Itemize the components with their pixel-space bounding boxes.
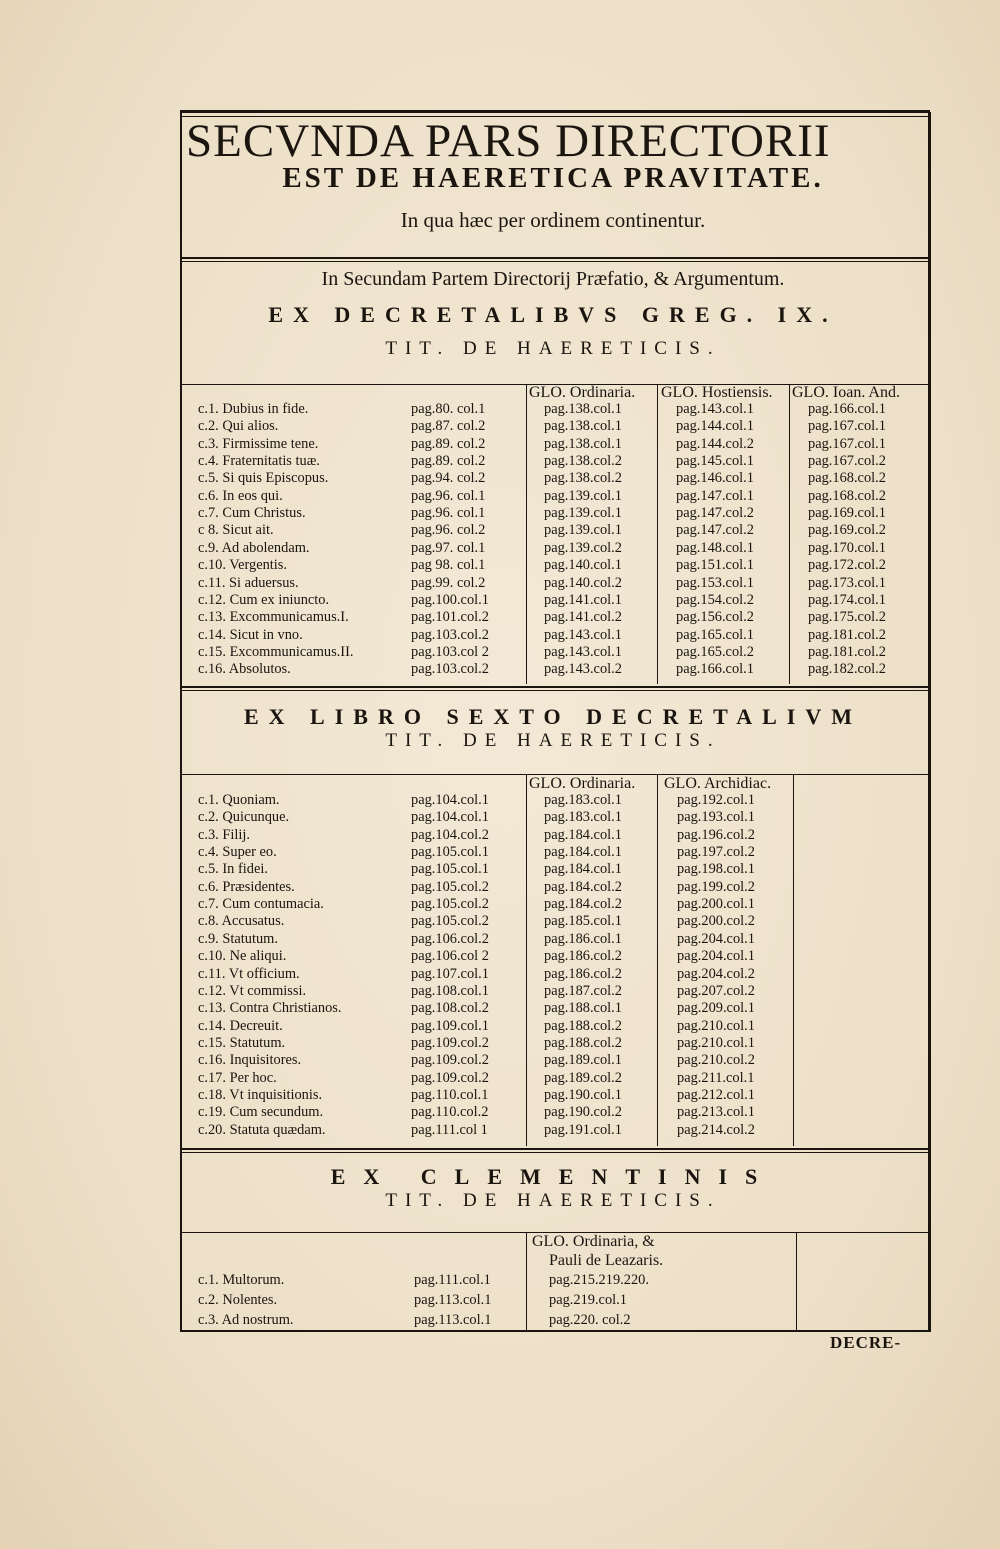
s1-divider-1: [526, 384, 527, 684]
section1-row-12-cell-2: pag.100.col.1: [411, 591, 489, 608]
section1-row-5-cell-1: c.5. Si quis Episcopus.: [198, 470, 329, 487]
section3-row-1-cell-1: c.1. Multorum.: [198, 1272, 285, 1288]
section1-row-15-cell-4: pag.165.col.2: [676, 643, 754, 660]
section1-row-9-cell-1: c.9. Ad abolendam.: [198, 539, 310, 556]
section2-row-15-cell-1: c.15. Statutum.: [198, 1034, 286, 1051]
s2-divider-3: [793, 774, 794, 1146]
section1-row-4-cell-5: pag.167.col.2: [808, 453, 886, 470]
section1-row-4-cell-1: c.4. Fraternitatis tuæ.: [198, 453, 320, 470]
section1-row-13-cell-1: c.13. Excommunicamus.I.: [198, 609, 349, 626]
section2-row-17-cell-3: pag.189.col.2: [544, 1069, 622, 1086]
section2-row-14-cell-3: pag.188.col.2: [544, 1017, 622, 1034]
section2-row-20-cell-2: pag.111.col 1: [411, 1121, 488, 1138]
section1-row-11-cell-3: pag.140.col.2: [544, 574, 622, 591]
section1-row-3-cell-2: pag.89. col.2: [411, 435, 486, 452]
section1-row-14-cell-2: pag.103.col.2: [411, 626, 489, 643]
section3-heading: EX CLEMENTINIS: [330, 1164, 776, 1189]
section2-row-19-cell-1: c.19. Cum secundum.: [198, 1104, 324, 1121]
section2-row-1-cell-1: c.1. Quoniam.: [198, 792, 280, 808]
catchword: DECRE-: [830, 1333, 902, 1352]
section2-row-6-cell-1: c.6. Præsidentes.: [198, 878, 295, 895]
section1-row-13-cell-3: pag.141.col.2: [544, 609, 622, 626]
section3-row-3-cell-1: c.3. Ad nostrum.: [198, 1312, 294, 1328]
section1-row-15-cell-5: pag.181.col.2: [808, 643, 886, 660]
section1-row-1-cell-2: pag.80. col.1: [411, 401, 486, 417]
section2-row-11-cell-1: c.11. Vt officium.: [198, 965, 300, 982]
section2-row-10-cell-1: c.10. Ne aliqui.: [198, 948, 287, 965]
section1-row-3-cell-4: pag.144.col.2: [676, 435, 754, 452]
section2-row-3-cell-3: pag.184.col.1: [544, 826, 622, 843]
section2-row-11-cell-4: pag.204.col.2: [677, 965, 755, 982]
section2-row-13-cell-3: pag.188.col.1: [544, 1000, 622, 1017]
section3-row-3-cell-2: pag.113.col.1: [414, 1312, 492, 1328]
section2-row-16-cell-3: pag.189.col.1: [544, 1052, 622, 1069]
section1-row-14-cell-3: pag.143.col.1: [544, 626, 622, 643]
section2-row-4-cell-3: pag.184.col.1: [544, 844, 622, 861]
s1-col-ordinaria: GLO. Ordinaria.: [529, 384, 636, 401]
section1-row-15-cell-1: c.15. Excommunicamus.II.: [198, 643, 354, 660]
section1-row-10-cell-4: pag.151.col.1: [676, 557, 754, 574]
section2-row-8-cell-1: c.8. Accusatus.: [198, 913, 285, 930]
section1-row-12-cell-1: c.12. Cum ex iniuncto.: [198, 591, 330, 608]
section2-row-9-cell-3: pag.186.col.1: [544, 930, 622, 947]
section2-row-5-cell-3: pag.184.col.1: [544, 861, 622, 878]
section2-row-14-cell-4: pag.210.col.1: [677, 1017, 755, 1034]
section2-row-16-cell-2: pag.109.col.2: [411, 1052, 489, 1069]
section2-row-17-cell-1: c.17. Per hoc.: [198, 1069, 277, 1086]
section1-row-2-cell-4: pag.144.col.1: [676, 418, 754, 435]
section2-tit: TIT. DE HAERETICIS.: [385, 730, 721, 751]
rule-3b: [180, 1152, 928, 1153]
section2-row-10-cell-2: pag.106.col 2: [411, 948, 489, 965]
rule-2b: [180, 690, 928, 691]
section2-row-10-cell-3: pag.186.col.2: [544, 948, 622, 965]
section2-row-18-cell-2: pag.110.col.1: [411, 1086, 489, 1103]
section2-row-8-cell-2: pag.105.col.2: [411, 913, 489, 930]
section2-row-3-cell-1: c.3. Filij.: [198, 826, 250, 843]
s3-divider-2: [796, 1232, 797, 1330]
section1-heading: EX DECRETALIBVS GREG. IX.: [268, 302, 838, 327]
section1-row-7-cell-4: pag.147.col.2: [676, 505, 754, 522]
s2-divider-2: [657, 774, 658, 1146]
section2-row-2-cell-2: pag.104.col.1: [411, 809, 489, 826]
s2-divider-1: [526, 774, 527, 1146]
section2-row-13-cell-1: c.13. Contra Christianos.: [198, 1000, 342, 1017]
section3-row-2-cell-2: pag.113.col.1: [414, 1292, 492, 1308]
section1-row-8-cell-4: pag.147.col.2: [676, 522, 754, 539]
section1-row-6-cell-1: c.6. In eos qui.: [198, 487, 283, 504]
section2-row-14-cell-2: pag.109.col.1: [411, 1017, 489, 1034]
section2-row-14-cell-1: c.14. Decreuit.: [198, 1017, 283, 1034]
section2-row-4-cell-2: pag.105.col.1: [411, 844, 489, 861]
section2-row-5-cell-4: pag.198.col.1: [677, 861, 755, 878]
section1-row-1-cell-3: pag.138.col.1: [544, 401, 622, 417]
section2-row-11-cell-2: pag.107.col.1: [411, 965, 489, 982]
section2-row-15-cell-2: pag.109.col.2: [411, 1034, 489, 1051]
section1-row-2-cell-3: pag.138.col.1: [544, 418, 622, 435]
section2-row-6-cell-4: pag.199.col.2: [677, 878, 755, 895]
section2-row-16-cell-4: pag.210.col.2: [677, 1052, 755, 1069]
section1-row-2-cell-5: pag.167.col.1: [808, 418, 886, 435]
section2-row-8-cell-3: pag.185.col.1: [544, 913, 622, 930]
section1-row-16-cell-5: pag.182.col.2: [808, 661, 886, 678]
section1-row-10-cell-2: pag 98. col.1: [411, 557, 486, 574]
section2-row-9-cell-2: pag.106.col.2: [411, 930, 489, 947]
section1-row-8-cell-2: pag.96. col.2: [411, 522, 486, 539]
section1-row-8-cell-3: pag.139.col.1: [544, 522, 622, 539]
s3-divider-1: [526, 1232, 527, 1330]
section1-row-6-cell-3: pag.139.col.1: [544, 487, 622, 504]
section2-row-20-cell-3: pag.191.col.1: [544, 1121, 622, 1138]
section2-row-17-cell-4: pag.211.col.1: [677, 1069, 755, 1086]
section1-row-5-cell-5: pag.168.col.2: [808, 470, 886, 487]
section3-row-2-cell-3: pag.219.col.1: [549, 1292, 627, 1308]
section2-row-2-cell-1: c.2. Quicunque.: [198, 809, 290, 826]
section2-row-20-cell-1: c.20. Statuta quædam.: [198, 1121, 326, 1138]
section2-row-8-cell-4: pag.200.col.2: [677, 913, 755, 930]
s1-col-ioan-and: GLO. Ioan. And.: [792, 384, 900, 401]
section1-row-10-cell-3: pag.140.col.1: [544, 557, 622, 574]
section1-row-10-cell-1: c.10. Vergentis.: [198, 557, 287, 574]
rule-3: [180, 1148, 928, 1150]
section1-row-7-cell-3: pag.139.col.1: [544, 505, 622, 522]
main-title: SECVNDA PARS DIRECTORII: [186, 115, 831, 167]
section3-tit: TIT. DE HAERETICIS.: [385, 1190, 721, 1211]
section1-row-9-cell-3: pag.139.col.2: [544, 539, 622, 556]
s1-divider-3: [789, 384, 790, 684]
s1-col-hostiensis: GLO. Hostiensis.: [661, 384, 773, 401]
section2-row-7-cell-2: pag.105.col.2: [411, 896, 489, 913]
section2-row-7-cell-3: pag.184.col.2: [544, 896, 622, 913]
section3-row-2-cell-1: c.2. Nolentes.: [198, 1292, 278, 1308]
section2-row-1-cell-4: pag.192.col.1: [677, 792, 755, 808]
section1-row-10-cell-5: pag.172.col.2: [808, 557, 886, 574]
section2-row-7-cell-4: pag.200.col.1: [677, 896, 755, 913]
section2-row-17-cell-2: pag.109.col.2: [411, 1069, 489, 1086]
section1-row-16-cell-4: pag.166.col.1: [676, 661, 754, 678]
section1-row-16-cell-2: pag.103.col.2: [411, 661, 489, 678]
section3-row-3-cell-3: pag.220. col.2: [549, 1312, 631, 1328]
section1-row-4-cell-4: pag.145.col.1: [676, 453, 754, 470]
section2-row-19-cell-2: pag.110.col.2: [411, 1104, 489, 1121]
section2-row-19-cell-4: pag.213.col.1: [677, 1104, 755, 1121]
section2-row-13-cell-2: pag.108.col.2: [411, 1000, 489, 1017]
section1-row-11-cell-4: pag.153.col.1: [676, 574, 754, 591]
section1-row-7-cell-2: pag.96. col.1: [411, 505, 486, 522]
section1-row-11-cell-1: c.11. Si aduersus.: [198, 574, 299, 591]
section1-row-9-cell-5: pag.170.col.1: [808, 539, 886, 556]
section1-row-15-cell-2: pag.103.col 2: [411, 643, 489, 660]
section2-row-19-cell-3: pag.190.col.2: [544, 1104, 622, 1121]
section1-row-14-cell-1: c.14. Sicut in vno.: [198, 626, 303, 643]
section1-row-4-cell-2: pag.89. col.2: [411, 453, 486, 470]
section2-heading: EX LIBRO SEXTO DECRETALIVM: [244, 704, 862, 729]
section1-tit: TIT. DE HAERETICIS.: [385, 338, 721, 359]
section1-row-12-cell-4: pag.154.col.2: [676, 591, 754, 608]
intro-line: In qua hæc per ordinem continentur.: [400, 208, 706, 232]
section2-row-4-cell-1: c.4. Super eo.: [198, 844, 277, 861]
section2-row-6-cell-3: pag.184.col.2: [544, 878, 622, 895]
section1-row-14-cell-4: pag.165.col.1: [676, 626, 754, 643]
section1-row-6-cell-4: pag.147.col.1: [676, 487, 754, 504]
bottom-rule: [180, 1330, 928, 1332]
section1-row-2-cell-2: pag.87. col.2: [411, 418, 486, 435]
s2-col-archidiac: GLO. Archidiac.: [664, 775, 772, 792]
section2-row-5-cell-2: pag.105.col.1: [411, 861, 489, 878]
section1-row-6-cell-5: pag.168.col.2: [808, 487, 886, 504]
section1-row-5-cell-3: pag.138.col.2: [544, 470, 622, 487]
section3-row-1-cell-3: pag.215.219.220.: [549, 1272, 649, 1288]
section1-row-13-cell-2: pag.101.col.2: [411, 609, 489, 626]
section1-row-13-cell-4: pag.156.col.2: [676, 609, 754, 626]
section2-row-13-cell-4: pag.209.col.1: [677, 1000, 755, 1017]
section2-row-1-cell-3: pag.183.col.1: [544, 792, 622, 808]
section1-row-1-cell-5: pag.166.col.1: [808, 401, 886, 417]
section1-row-13-cell-5: pag.175.col.2: [808, 609, 886, 626]
section2-row-12-cell-3: pag.187.col.2: [544, 982, 622, 999]
section2-row-9-cell-1: c.9. Statutum.: [198, 930, 278, 947]
section1-row-14-cell-5: pag.181.col.2: [808, 626, 886, 643]
section1-row-6-cell-2: pag.96. col.1: [411, 487, 486, 504]
section2-row-10-cell-4: pag.204.col.1: [677, 948, 755, 965]
section2-row-20-cell-4: pag.214.col.2: [677, 1121, 755, 1138]
section3-row-1-cell-2: pag.111.col.1: [414, 1272, 491, 1288]
section2-row-15-cell-3: pag.188.col.2: [544, 1034, 622, 1051]
section2-row-2-cell-3: pag.183.col.1: [544, 809, 622, 826]
section2-row-11-cell-3: pag.186.col.2: [544, 965, 622, 982]
section1-row-1-cell-1: c.1. Dubius in fide.: [198, 401, 309, 417]
section1-row-11-cell-5: pag.173.col.1: [808, 574, 886, 591]
section2-row-15-cell-4: pag.210.col.1: [677, 1034, 755, 1051]
section1-row-5-cell-2: pag.94. col.2: [411, 470, 486, 487]
section1-row-9-cell-2: pag.97. col.1: [411, 539, 486, 556]
section1-row-7-cell-5: pag.169.col.1: [808, 505, 886, 522]
s3-col-line2: Pauli de Leazaris.: [549, 1252, 664, 1269]
section1-row-5-cell-4: pag.146.col.1: [676, 470, 754, 487]
section1-row-8-cell-5: pag.169.col.2: [808, 522, 886, 539]
section1-row-11-cell-2: pag.99. col.2: [411, 574, 486, 591]
s3-col-line1: GLO. Ordinaria, &: [532, 1233, 655, 1250]
section1-row-4-cell-3: pag.138.col.2: [544, 453, 622, 470]
section2-row-16-cell-1: c.16. Inquisitores.: [198, 1052, 302, 1069]
section1-row-3-cell-3: pag.138.col.1: [544, 435, 622, 452]
section1-row-3-cell-1: c.3. Firmissime tene.: [198, 435, 319, 452]
section1-row-12-cell-5: pag.174.col.1: [808, 591, 886, 608]
section2-row-3-cell-2: pag.104.col.2: [411, 826, 489, 843]
section2-row-4-cell-4: pag.197.col.2: [677, 844, 755, 861]
section1-row-2-cell-1: c.2. Qui alios.: [198, 418, 279, 435]
section2-row-18-cell-4: pag.212.col.1: [677, 1086, 755, 1103]
section1-row-9-cell-4: pag.148.col.1: [676, 539, 754, 556]
section2-row-6-cell-2: pag.105.col.2: [411, 878, 489, 895]
section2-row-2-cell-4: pag.193.col.1: [677, 809, 755, 826]
section2-row-12-cell-1: c.12. Vt commissi.: [198, 982, 307, 999]
section2-row-12-cell-4: pag.207.col.2: [677, 982, 755, 999]
section1-row-3-cell-5: pag.167.col.1: [808, 435, 886, 452]
section1-row-7-cell-1: c.7. Cum Christus.: [198, 505, 306, 522]
section2-row-3-cell-4: pag.196.col.2: [677, 826, 755, 843]
section2-row-12-cell-2: pag.108.col.1: [411, 982, 489, 999]
section1-row-16-cell-1: c.16. Absolutos.: [198, 661, 291, 678]
section2-row-1-cell-2: pag.104.col.1: [411, 792, 489, 808]
section2-row-9-cell-4: pag.204.col.1: [677, 930, 755, 947]
rule-1: [180, 257, 928, 259]
section1-row-1-cell-4: pag.143.col.1: [676, 401, 754, 417]
section2-row-18-cell-3: pag.190.col.1: [544, 1086, 622, 1103]
section2-row-5-cell-1: c.5. In fidei.: [198, 861, 268, 878]
s1-divider-2: [657, 384, 658, 684]
subtitle: EST DE HAERETICA PRAVITATE.: [282, 162, 824, 194]
section2-row-18-cell-1: c.18. Vt inquisitionis.: [198, 1086, 323, 1103]
section2-row-7-cell-1: c.7. Cum contumacia.: [198, 896, 324, 913]
section1-row-15-cell-3: pag.143.col.1: [544, 643, 622, 660]
praefatio: In Secundam Partem Directorij Præfatio, & Argumentum.: [321, 268, 785, 290]
rule-1b: [180, 261, 928, 262]
s2-col-ordinaria: GLO. Ordinaria.: [529, 775, 636, 792]
section1-row-16-cell-3: pag.143.col.2: [544, 661, 622, 678]
section1-row-12-cell-3: pag.141.col.1: [544, 591, 622, 608]
section1-row-8-cell-1: c 8. Sicut ait.: [198, 522, 274, 539]
rule-2: [180, 686, 928, 688]
